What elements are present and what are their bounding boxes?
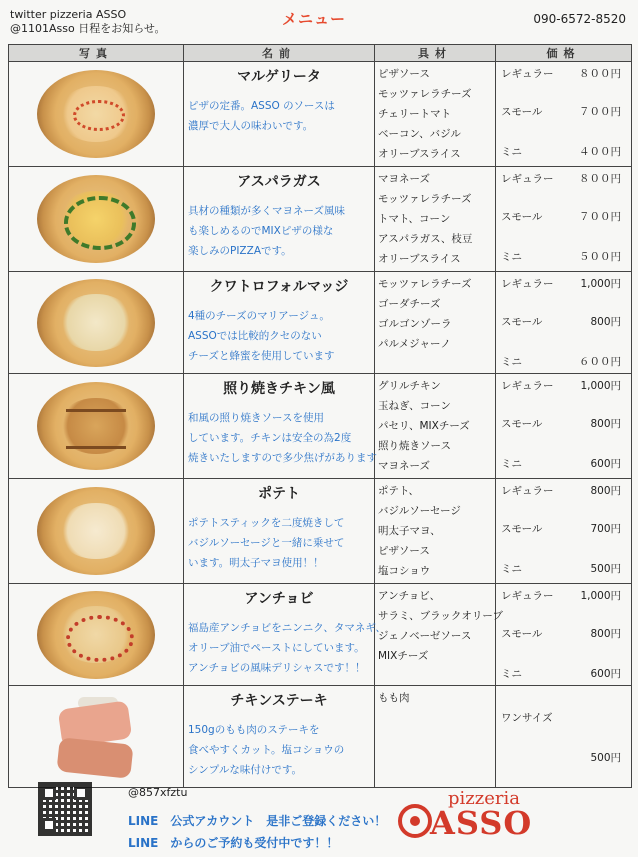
name-cell bbox=[184, 584, 386, 686]
qr-finder bbox=[74, 786, 88, 800]
price-size-label: スモール bbox=[501, 106, 543, 118]
ingredient-line: グリルチキン bbox=[378, 380, 441, 392]
pizza-photo bbox=[37, 382, 155, 470]
line-handle: @857xfztu bbox=[128, 786, 188, 799]
description-line: ASSOでは比較的クセのない bbox=[188, 330, 322, 342]
logo-asso-text: ASSO bbox=[430, 804, 533, 842]
ingredient-line: オリーブスライス bbox=[378, 148, 461, 160]
menu-row bbox=[9, 62, 632, 167]
description-line: オリーブ油でペーストにしています。 bbox=[188, 642, 365, 654]
item-name: アンチョビ bbox=[244, 591, 314, 607]
item-name: 照り焼きチキン風 bbox=[223, 381, 335, 397]
ingredients-cell bbox=[375, 62, 496, 167]
photo-cell bbox=[9, 686, 184, 788]
photo-cell bbox=[9, 374, 184, 479]
item-description bbox=[188, 306, 370, 366]
description-line: シンプルな味付けです。 bbox=[188, 764, 302, 776]
price-size-label: レギュラー bbox=[501, 278, 554, 290]
pizza-photo bbox=[37, 487, 155, 575]
table-header-row bbox=[9, 45, 632, 62]
price-size-label: レギュラー bbox=[501, 68, 554, 80]
price-value: ７００円 bbox=[579, 211, 621, 223]
photo-cell bbox=[9, 584, 184, 686]
twitter-label: twitter pizzeria ASSO bbox=[10, 8, 127, 21]
description-line: 具材の種類が多くマヨネーズ風味 bbox=[188, 205, 345, 217]
price-size-label: レギュラー bbox=[501, 485, 554, 497]
price-value: ５００円 bbox=[579, 251, 621, 263]
description-line: 焼きいたしますので多少焦げがあります bbox=[188, 452, 377, 464]
name-cell bbox=[184, 62, 375, 167]
price-value: 800円 bbox=[590, 418, 621, 430]
ingredient-line: モッツァレラチーズ bbox=[378, 278, 472, 290]
qr-finder bbox=[42, 786, 56, 800]
page-title: メニュー bbox=[282, 10, 347, 28]
price-size-label: ワンサイズ bbox=[501, 712, 553, 724]
item-name: マルゲリータ bbox=[237, 69, 321, 85]
price-value: 500円 bbox=[590, 752, 621, 764]
ingredient-line: 塩コショウ bbox=[378, 565, 431, 577]
item-description bbox=[188, 618, 386, 678]
ingredient-line: サラミ、ブラックオリーブ bbox=[378, 610, 503, 622]
item-description bbox=[188, 720, 370, 780]
description-line: います。明太子マヨ使用！！ bbox=[188, 557, 324, 569]
ingredient-line: トマト、コーン bbox=[378, 213, 451, 225]
price-value: ６００円 bbox=[579, 356, 621, 368]
photo-cell bbox=[9, 62, 184, 167]
price-value: ８００円 bbox=[579, 68, 621, 80]
ingredients-cell bbox=[375, 272, 496, 374]
price-cell bbox=[496, 479, 632, 584]
ingredient-line: ベーコン、バジル bbox=[378, 128, 461, 140]
menu-row bbox=[9, 584, 632, 686]
ingredient-line: パセリ、MIXチーズ bbox=[378, 420, 470, 432]
description-line: も楽しめるのでMIXピザの様な bbox=[188, 225, 334, 237]
col-ingredients-header: 具材 bbox=[375, 45, 496, 62]
item-name: チキンステーキ bbox=[230, 693, 328, 709]
price-size-label: スモール bbox=[501, 316, 543, 328]
pizzeria-logo bbox=[398, 788, 588, 850]
description-line: 和風の照り焼きソースを使用 bbox=[188, 412, 324, 424]
price-value: ４００円 bbox=[579, 146, 621, 158]
ingredient-line: マヨネーズ bbox=[378, 460, 430, 472]
description-line: 濃厚で大人の味わいです。 bbox=[188, 120, 314, 132]
item-name: クワトロフォルマッジ bbox=[209, 279, 349, 295]
price-cell bbox=[496, 272, 632, 374]
announcement: @1101Asso 日程をお知らせ。 bbox=[10, 22, 166, 35]
price-cell bbox=[496, 374, 632, 479]
description-line: チーズと蜂蜜を使用しています bbox=[188, 350, 335, 362]
ingredients-cell bbox=[375, 479, 496, 584]
description-line: 楽しみのPIZZAです。 bbox=[188, 245, 292, 257]
ingredient-line: ピザソース bbox=[378, 68, 430, 80]
ingredient-line: MIXチーズ bbox=[378, 650, 429, 662]
item-name: アスパラガス bbox=[237, 174, 321, 190]
pizza-logo-icon bbox=[398, 804, 432, 838]
ingredient-line: 明太子マヨ、 bbox=[378, 525, 441, 537]
qr-finder bbox=[42, 818, 56, 832]
price-value: 500円 bbox=[590, 563, 621, 575]
price-size-label: ミニ bbox=[501, 251, 522, 263]
price-cell bbox=[496, 584, 632, 686]
price-size-label: スモール bbox=[501, 418, 543, 430]
name-cell bbox=[184, 167, 375, 272]
price-size-label: ミニ bbox=[501, 668, 522, 680]
description-line: 4種のチーズのマリアージュ。 bbox=[188, 310, 330, 322]
price-value: 800円 bbox=[590, 485, 621, 497]
ingredient-line: ゴルゴンゾーラ bbox=[378, 318, 452, 330]
ingredient-line: ピザソース bbox=[378, 545, 430, 557]
description-line: 150gのもも肉のステーキを bbox=[188, 724, 320, 736]
price-size-label: スモール bbox=[501, 628, 543, 640]
col-price-header: 価格 bbox=[496, 45, 632, 62]
price-cell bbox=[496, 167, 632, 272]
item-description bbox=[188, 513, 370, 573]
footer bbox=[0, 778, 638, 857]
description-line: ポテトスティックを二度焼きして bbox=[188, 517, 345, 529]
ingredient-line: オリーブスライス bbox=[378, 253, 461, 265]
price-value: 1,000円 bbox=[580, 590, 621, 602]
description-line: 食べやすくカット。塩コショウの bbox=[188, 744, 345, 756]
ingredient-line: アンチョビ、 bbox=[378, 590, 441, 602]
name-cell bbox=[184, 374, 375, 479]
ingredient-line: ゴーダチーズ bbox=[378, 298, 441, 310]
name-cell bbox=[184, 686, 375, 788]
price-size-label: ミニ bbox=[501, 458, 522, 470]
price-size-label: スモール bbox=[501, 523, 543, 535]
photo-cell bbox=[9, 272, 184, 374]
menu-row bbox=[9, 686, 632, 788]
steak-photo bbox=[50, 691, 142, 783]
price-value: 600円 bbox=[590, 458, 621, 470]
col-photo-header: 写真 bbox=[9, 45, 184, 62]
price-value: 600円 bbox=[590, 668, 621, 680]
price-value: ７００円 bbox=[579, 106, 621, 118]
price-size-label: レギュラー bbox=[501, 380, 554, 392]
ingredient-line: もも肉 bbox=[378, 692, 410, 704]
photo-cell bbox=[9, 167, 184, 272]
item-description bbox=[188, 201, 370, 261]
name-cell bbox=[184, 272, 375, 374]
ingredient-line: モッツァレラチーズ bbox=[378, 88, 472, 100]
price-size-label: スモール bbox=[501, 211, 543, 223]
menu-row bbox=[9, 272, 632, 374]
item-name: ポテト bbox=[258, 486, 300, 502]
line-official-text: LINE 公式アカウント 是非ご登録ください！ bbox=[128, 814, 387, 828]
phone-number: 090-6572-8520 bbox=[533, 12, 626, 26]
ingredients-cell bbox=[375, 374, 496, 479]
price-size-label: レギュラー bbox=[501, 590, 554, 602]
photo-cell bbox=[9, 479, 184, 584]
header-left bbox=[10, 8, 166, 36]
ingredients-cell bbox=[375, 584, 503, 686]
menu-body bbox=[9, 62, 632, 788]
price-cell bbox=[496, 62, 632, 167]
ingredients-cell bbox=[375, 167, 496, 272]
item-description bbox=[188, 96, 370, 136]
price-size-label: ミニ bbox=[501, 563, 522, 575]
ingredient-line: パルメジャーノ bbox=[378, 338, 451, 350]
menu-row bbox=[9, 374, 632, 479]
price-size-label: ミニ bbox=[501, 356, 522, 368]
menu-table bbox=[8, 44, 632, 788]
ingredient-line: ジェノベーゼソース bbox=[378, 630, 472, 642]
description-line: バジルソーセージと一緒に乗せて bbox=[188, 537, 345, 549]
ingredient-line: 照り焼きソース bbox=[378, 440, 451, 452]
price-size-label: ミニ bbox=[501, 146, 522, 158]
price-value: 1,000円 bbox=[580, 278, 621, 290]
pizza-photo bbox=[37, 279, 155, 367]
ingredient-line: アスパラガス、枝豆 bbox=[378, 233, 473, 245]
ingredient-line: マヨネーズ bbox=[378, 173, 430, 185]
menu-row bbox=[9, 479, 632, 584]
ingredient-line: ポテト、 bbox=[378, 485, 420, 497]
line-reservation-text: LINE からのご予約も受付中です！！ bbox=[128, 836, 339, 850]
description-line: アンチョビの風味デリシャスです！！ bbox=[188, 662, 366, 674]
qr-code[interactable] bbox=[38, 782, 92, 836]
price-value: 800円 bbox=[590, 316, 621, 328]
name-cell bbox=[184, 479, 375, 584]
pizza-photo bbox=[37, 70, 155, 158]
description-line: 福島産アンチョビをニンニク、タマネギ、 bbox=[188, 622, 386, 634]
price-value: 700円 bbox=[590, 523, 621, 535]
logo-pizzeria-text: pizzeria bbox=[448, 788, 520, 809]
ingredient-line: 玉ねぎ、コーン bbox=[378, 400, 451, 412]
col-name-header: 名前 bbox=[184, 45, 375, 62]
item-description bbox=[188, 408, 377, 468]
description-line: ピザの定番。ASSO のソースは bbox=[188, 100, 335, 112]
ingredient-line: バジルソーセージ bbox=[378, 505, 461, 517]
price-value: ８００円 bbox=[579, 173, 621, 185]
menu-row bbox=[9, 167, 632, 272]
ingredient-line: チェリートマト bbox=[378, 108, 452, 120]
price-value: 1,000円 bbox=[580, 380, 621, 392]
ingredient-line: モッツァレラチーズ bbox=[378, 193, 472, 205]
price-value: 800円 bbox=[590, 628, 621, 640]
pizza-photo bbox=[37, 591, 155, 679]
ingredients-cell bbox=[375, 686, 496, 788]
price-size-label: レギュラー bbox=[501, 173, 554, 185]
description-line: しています。チキンは安全の為2度 bbox=[188, 432, 352, 444]
pizza-photo bbox=[37, 175, 155, 263]
price-cell bbox=[496, 686, 632, 788]
